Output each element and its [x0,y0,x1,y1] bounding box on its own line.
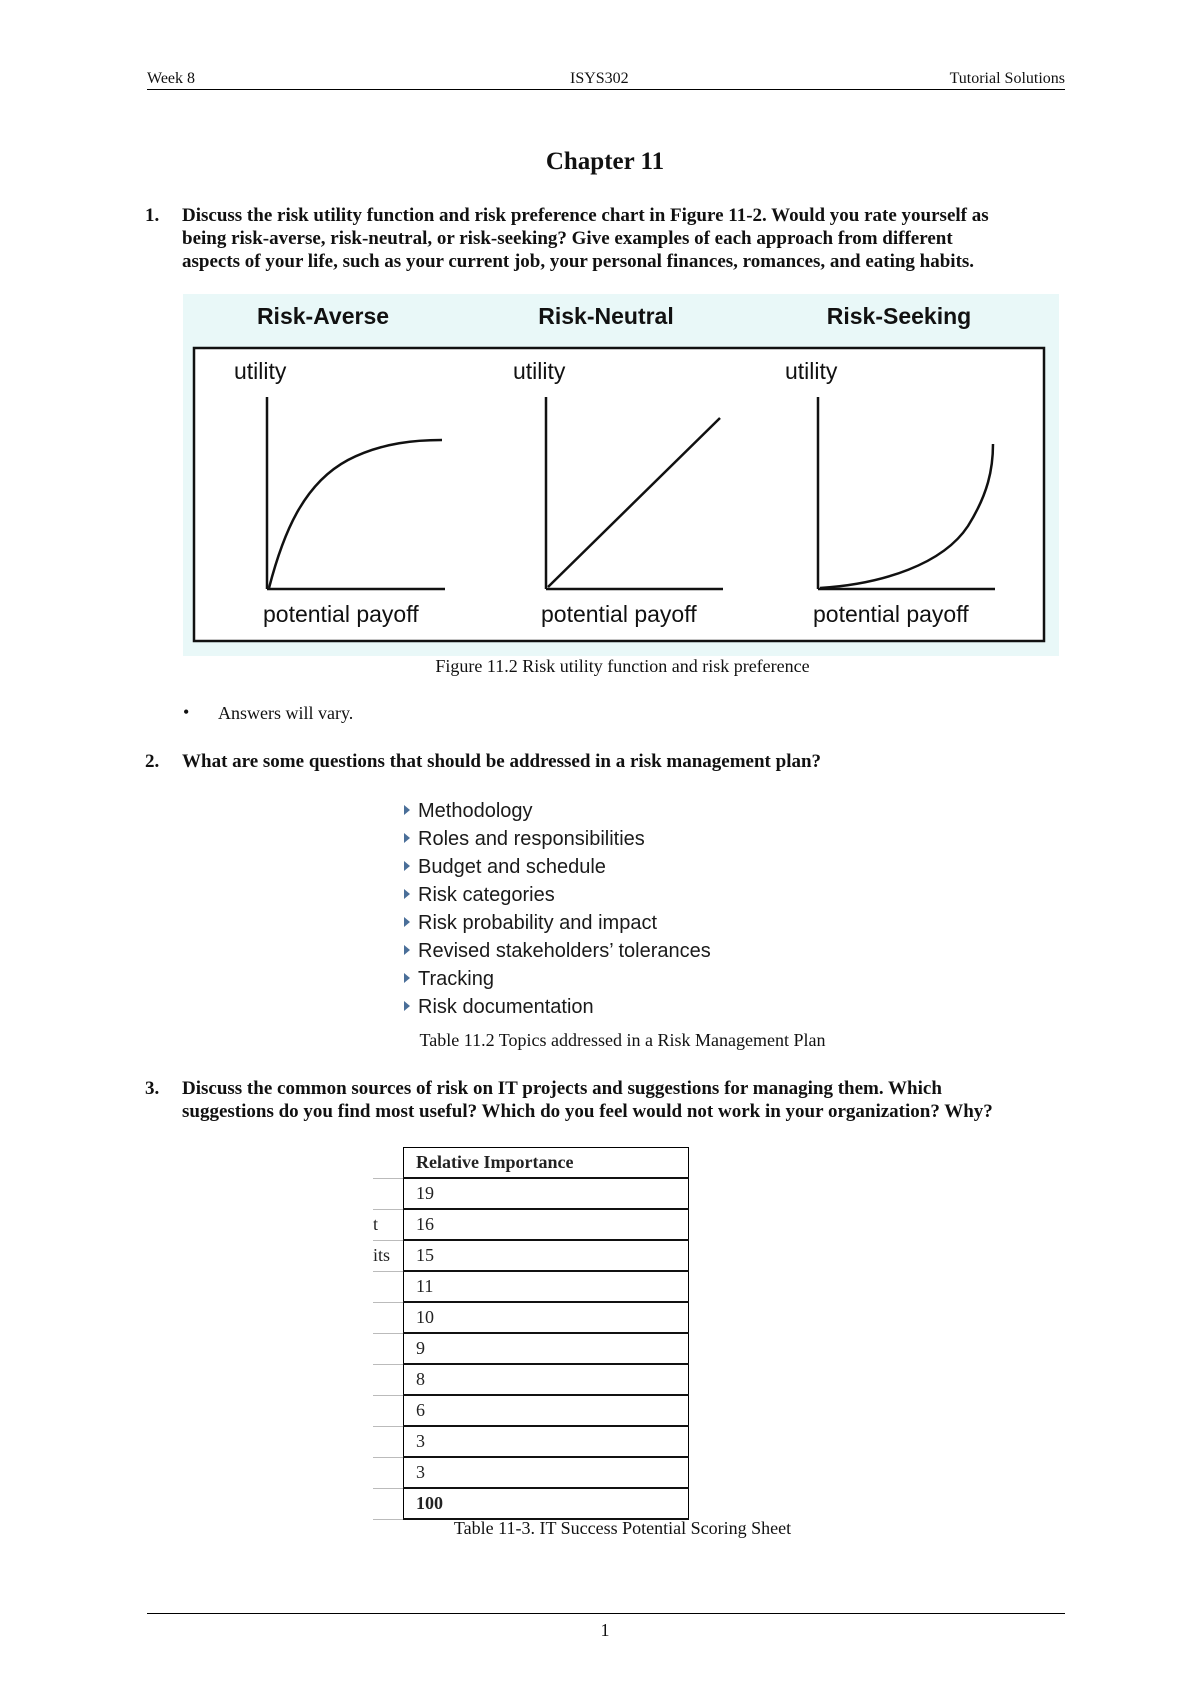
ylabel-neutral: utility [513,358,566,384]
xlabel-neutral: potential payoff [541,601,697,627]
scoring-table [373,1147,689,1520]
header-rule [147,89,1065,90]
ylabel-seeking: utility [785,358,838,384]
header-center: ISYS302 [570,70,629,87]
xlabel-seeking: potential payoff [813,601,969,627]
table-row: 10 [373,1302,689,1333]
arrow-icon [404,833,410,843]
q3-number: 3. [145,1078,160,1099]
q2-number: 2. [145,751,160,772]
plan-topic: Budget and schedule [404,856,606,879]
q1-text [182,204,1072,273]
figure-frame [194,348,1044,641]
table-row: 8 [373,1364,689,1395]
page-number: 1 [600,1620,610,1640]
title-risk-averse: Risk-Averse [256,303,390,329]
q3-line-2: suggestions do you find most useful? Which do you feel would not work in your organization? Why? [182,1101,993,1122]
q1-line-2: being risk-averse, risk-neutral, or risk-seeking? Give examples of each approach from different [182,228,953,249]
table-row: 3 [373,1457,689,1488]
plan-topic: Tracking [404,968,494,991]
plan-topic: Risk probability and impact [404,912,657,935]
chapter-title: Chapter 11 [545,148,665,175]
arrow-icon [404,889,410,899]
table-row: 11 [373,1271,689,1302]
table-total: 100 [404,1488,689,1519]
table-row: t 16 [373,1209,689,1240]
plan-topic: Risk documentation [404,996,594,1019]
title-risk-neutral: Risk-Neutral [538,303,674,329]
answer-1: Answers will vary. [218,703,354,723]
table-caption: Table 11-3. IT Success Potential Scoring Sheet [453,1518,792,1538]
arrow-icon [404,861,410,871]
header-left: Week 8 [147,70,196,87]
arrow-icon [404,917,410,927]
arrow-icon [404,945,410,955]
q3-line-1: Discuss the common sources of risk on IT projects and suggestions for managing them. Which [182,1078,942,1099]
footer-rule [147,1613,1065,1614]
plan-topic: Roles and responsibilities [404,828,645,851]
xlabel-averse: potential payoff [263,601,419,627]
answer-bullet-icon: • [183,702,190,722]
table-row: 19 [373,1178,689,1209]
risk-preference-chart [183,294,1059,656]
q1-line-1: Discuss the risk utility function and risk preference chart in Figure 11-2. Would you rate yourself as [182,205,989,226]
risk-preference-figure [183,294,1059,656]
q2-text: What are some questions that should be addressed in a risk management plan? [182,751,822,772]
table-row: its 15 [373,1240,689,1271]
arrow-icon [404,1001,410,1011]
figure-caption: Figure 11.2 Risk utility function and risk preference [435,656,810,676]
table-row: 9 [373,1333,689,1364]
header-right: Tutorial Solutions [949,70,1065,87]
table-row: 3 [373,1426,689,1457]
plan-caption: Table 11.2 Topics addressed in a Risk Management Plan [419,1030,826,1050]
ylabel-averse: utility [234,358,287,384]
q1-number: 1. [145,205,160,226]
arrow-icon [404,973,410,983]
table-total-row [373,1488,689,1519]
table-header: Relative Importance [404,1148,689,1179]
plan-topic: Methodology [404,800,533,823]
arrow-icon [404,805,410,815]
q1-line-3: aspects of your life, such as your current job, your personal finances, romances, and eating habits. [182,251,975,272]
plan-topic: Risk categories [404,884,555,907]
q3-text [182,1077,1072,1123]
plan-topic: Revised stakeholders’ tolerances [404,940,711,963]
title-risk-seeking: Risk-Seeking [826,303,972,329]
table-row: 6 [373,1395,689,1426]
